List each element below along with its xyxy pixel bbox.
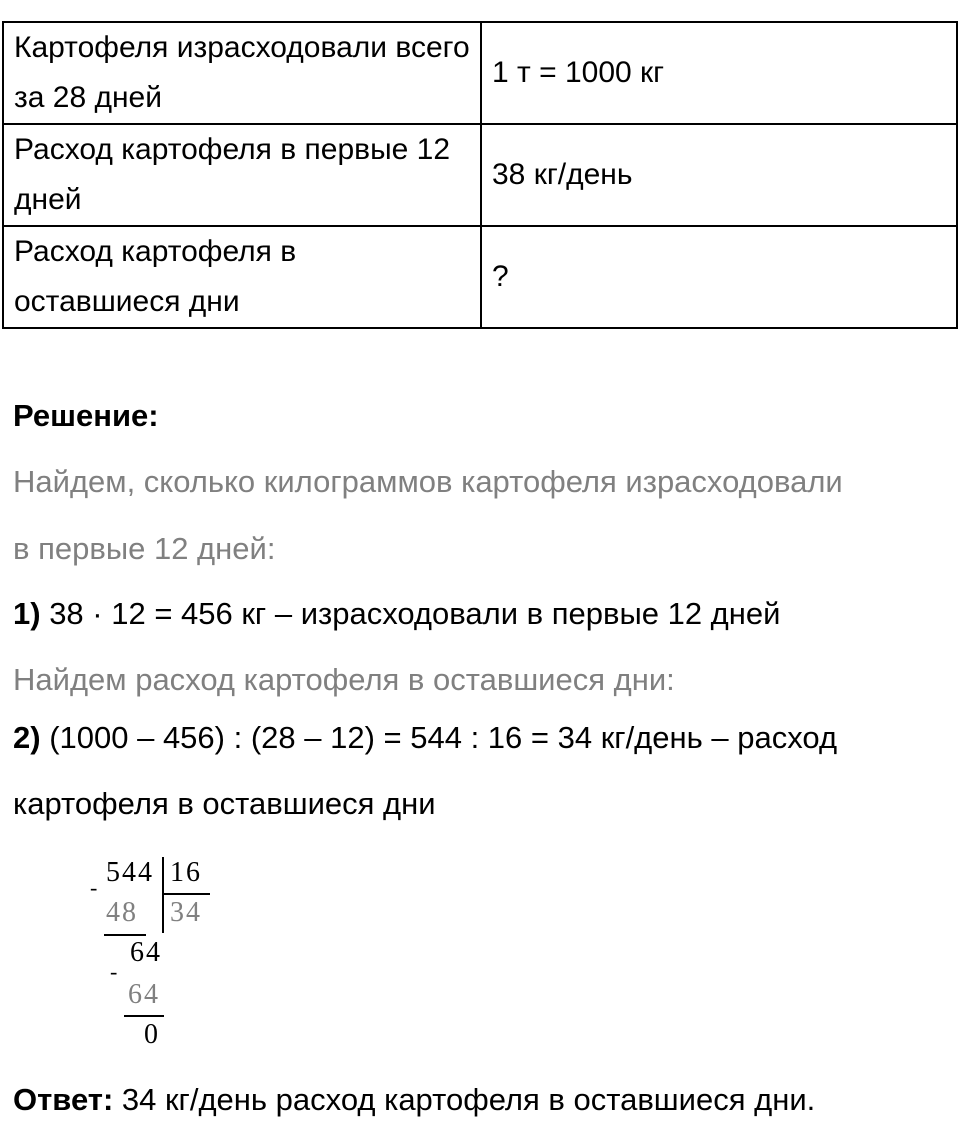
- minus-sign: -: [90, 875, 100, 900]
- step-2-text: (1000 – 456) : (28 – 12) = 544 : 16 = 34 кг/день – расход: [40, 720, 838, 755]
- table-row: [3, 226, 957, 328]
- first-remainder: 64: [130, 937, 162, 968]
- intro-line-2: в первые 12 дней:: [13, 531, 276, 566]
- step-1-text: 38 · 12 = 456 кг – израсходовали в первые 12 дней: [40, 596, 781, 631]
- step-2: [13, 720, 837, 756]
- table-row: [3, 124, 957, 226]
- first-subtraction-line: [104, 934, 146, 936]
- table-cell-value: 38 кг/день: [481, 124, 957, 226]
- divisor-underline: [164, 893, 210, 895]
- table-cell-value: ?: [481, 226, 957, 328]
- second-subtraction-line: [124, 1015, 164, 1017]
- answer-label: Ответ:: [13, 1082, 114, 1117]
- long-division: [80, 855, 240, 1055]
- step-2-continuation: картофеля в оставшиеся дни: [13, 786, 436, 821]
- intro-line-1: Найдем, сколько килограммов картофеля израсходовали: [13, 464, 843, 499]
- table-cell-label: Картофеля израсходовали всего за 28 дней: [3, 22, 481, 124]
- intro-2: Найдем расход картофеля в оставшиеся дни:: [13, 662, 675, 697]
- step-1: [13, 596, 780, 632]
- minus-sign: -: [110, 959, 120, 984]
- table-row: [3, 22, 957, 124]
- solution-heading: Решение:: [13, 398, 159, 433]
- condition-table: [2, 21, 958, 329]
- quotient: 34: [170, 897, 202, 928]
- answer: [13, 1082, 815, 1118]
- first-subtrahend: 48: [106, 897, 138, 928]
- step-1-number: 1): [13, 596, 41, 631]
- divisor: 16: [170, 857, 202, 888]
- table-cell-value: 1 т = 1000 кг: [481, 22, 957, 124]
- second-subtrahend: 64: [128, 979, 160, 1010]
- answer-text: 34 кг/день расход картофеля в оставшиеся дни.: [113, 1082, 816, 1117]
- step-2-number: 2): [13, 720, 41, 755]
- final-remainder: 0: [144, 1019, 160, 1050]
- division-vertical-bar: [162, 857, 164, 933]
- table-cell-label: Расход картофеля в первые 12 дней: [3, 124, 481, 226]
- dividend: 544: [106, 857, 154, 888]
- table-cell-label: Расход картофеля в оставшиеся дни: [3, 226, 481, 328]
